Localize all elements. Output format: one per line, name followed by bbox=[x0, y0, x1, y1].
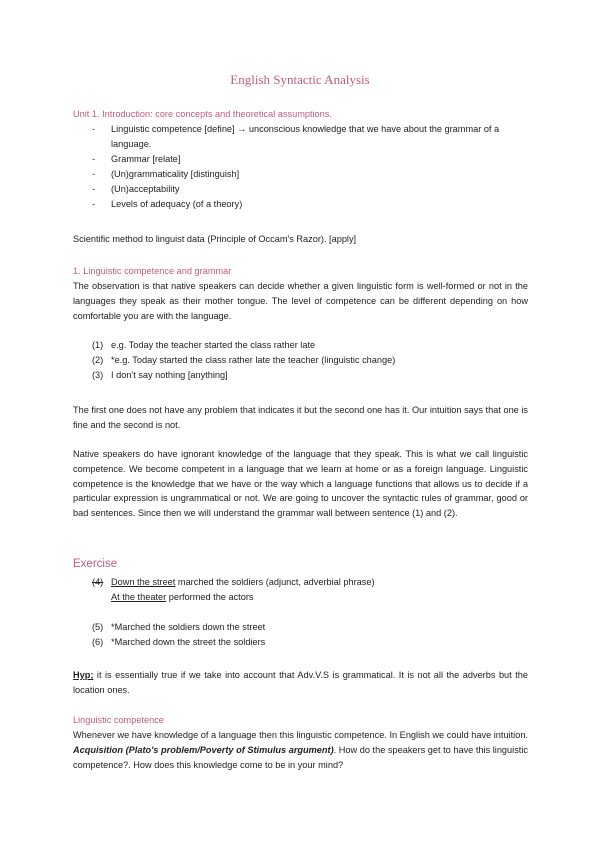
competence-text-before: Whenever we have knowledge of a language then this linguistic competence. In English we could have intuition. bbox=[73, 730, 528, 740]
example-text: e.g. Today the teacher started the class rather late bbox=[111, 340, 316, 350]
exercise-item-number: (5) bbox=[92, 622, 104, 632]
acquisition-phrase: Acquisition (Plato's problem/Poverty of Stimulus argument) bbox=[73, 744, 334, 755]
document-title: English Syntactic Analysis bbox=[230, 72, 370, 87]
section1-heading: 1. Linguistic competence and grammar bbox=[73, 266, 232, 276]
bullet-marker: - bbox=[92, 124, 96, 134]
hypothesis-text: it is essentially true if we take into account that Adv.V.S is grammatical. It is not all the adverbs but the location ones. bbox=[73, 670, 528, 695]
bullet-text: (Un)grammaticality [distinguish] bbox=[111, 169, 240, 179]
bullet-text: Grammar [relate] bbox=[111, 154, 181, 164]
exercise-item-number: (6) bbox=[92, 637, 104, 647]
bullet-marker: - bbox=[92, 154, 96, 164]
exercise-item-4 bbox=[111, 575, 528, 590]
bullet-marker: - bbox=[92, 184, 96, 194]
hypothesis-label: Hyp; bbox=[73, 670, 94, 680]
competence-paragraph bbox=[73, 728, 528, 772]
section1-paragraph: The observation is that native speakers can decide whether a given linguistic form is well-formed or not in the languages they speak as their mother tongue. The level of competence can be different depending on how comfortable you are with the language. bbox=[73, 281, 528, 321]
example-number: (2) bbox=[92, 355, 104, 365]
competence-heading: Linguistic competence bbox=[73, 715, 164, 725]
example-number: (3) bbox=[92, 370, 104, 380]
exercise-item-5: *Marched the soldiers down the street bbox=[111, 622, 266, 632]
bullet-marker: - bbox=[92, 199, 96, 209]
competence-text-after: . How do the speakers get to have this linguistic competence?. How does this knowledge come to be in your mind? bbox=[73, 744, 528, 770]
hypothesis-paragraph bbox=[73, 668, 528, 698]
unit-heading: Unit 1. Introduction: core concepts and theoretical assumptions. bbox=[73, 109, 332, 119]
exercise-item-4b bbox=[111, 590, 528, 605]
exercise-item-6: *Marched down the street the soldiers bbox=[111, 637, 266, 647]
section1-paragraph-2: The first one does not have any problem that indicates it but the second one has it. Our intuition says that one is fine and the second is not. bbox=[73, 405, 528, 430]
underlined-phrase: Down the street bbox=[111, 577, 176, 587]
example-text: *e.g. Today started the class rather late the teacher (linguistic change) bbox=[111, 355, 396, 365]
exercise-item-number: (4) bbox=[92, 577, 104, 587]
bullet-text: Linguistic competence [define] → unconscious knowledge that we have about the grammar of a language. bbox=[111, 124, 500, 149]
section1-paragraph-3: Native speakers do have ignorant knowledge of the language that they speak. This is what we call linguistic competence. We become competent in a language that we learn at home or as a foreign language. Linguistic competence is the knowledge that we have or the way which a language functions that allows us to decide if a particular expression is ungrammatical or not. We are going to uncover the syntactic rules of grammar, good or bad sentences. Since then we will understand the grammar wall between sentence (1) and (2). bbox=[73, 449, 528, 519]
exercise-item-rest: performed the actors bbox=[166, 592, 254, 602]
bullet-text: Levels of adequacy (of a theory) bbox=[111, 199, 243, 209]
exercise-item-rest: marched the soldiers (adjunct, adverbial phrase) bbox=[175, 577, 375, 587]
scientific-method-line: Scientific method to linguist data (Principle of Occam's Razor). [apply] bbox=[73, 234, 357, 244]
exercise-heading: Exercise bbox=[73, 558, 118, 570]
example-number: (1) bbox=[92, 340, 104, 350]
example-text: I don't say nothing [anything] bbox=[111, 370, 228, 380]
bullet-marker: - bbox=[92, 169, 96, 179]
underlined-phrase: At the theater bbox=[111, 592, 167, 602]
bullet-text: (Un)acceptability bbox=[111, 184, 180, 194]
